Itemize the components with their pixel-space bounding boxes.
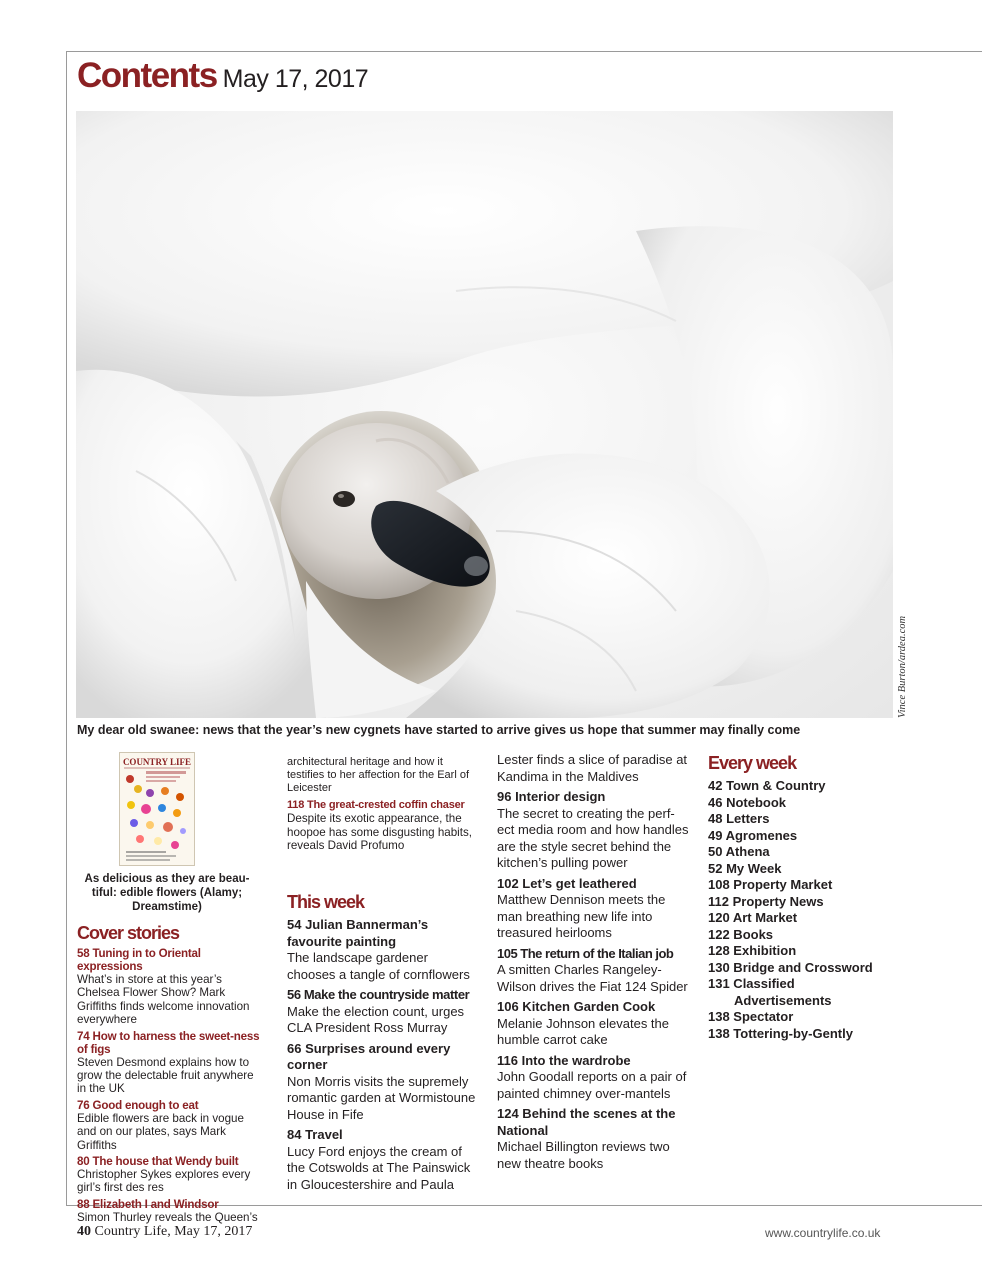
this-week-heading: This week	[287, 892, 365, 912]
list-item[interactable]	[497, 789, 692, 872]
footer-folio	[77, 1224, 252, 1240]
item-title: 106 Kitchen Garden Cook	[497, 999, 656, 1014]
list-item[interactable]	[77, 1198, 262, 1224]
this-week-column	[287, 891, 479, 1193]
item-description: Despite its exotic appearance, the hoopoe has some disgusting habits, reveals David Profumo	[287, 812, 472, 852]
list-item[interactable]	[287, 917, 479, 983]
list-item[interactable]	[77, 1155, 262, 1195]
list-item[interactable]	[77, 1099, 262, 1152]
item-description: Make the election count, urges CLA President Ross Murray	[287, 1003, 465, 1035]
list-item[interactable]	[287, 1041, 479, 1124]
list-item[interactable]	[497, 876, 692, 942]
list-item[interactable]	[77, 947, 262, 1027]
every-week-item[interactable]: 46 Notebook	[708, 794, 787, 810]
item-title: 88 Elizabeth I and Windsor	[77, 1197, 219, 1211]
continuation-text: architectural heritage and how it testifies to her affection for the Earl of Leicester	[287, 756, 470, 794]
item-title: 124 Behind the scenes at the National	[497, 1106, 676, 1138]
item-description: Edible flowers are back in vogue and on our plates, says Mark Griffiths	[77, 1111, 244, 1152]
issue-date: May 17, 2017	[222, 65, 369, 93]
item-description: Michael Billington reviews two new theatre books	[497, 1139, 670, 1171]
page-title	[77, 56, 368, 96]
cover-caption: As delicious as they are beau-tiful: edible flowers (Alamy; Dreamstime)	[84, 873, 250, 913]
cover-stories-column	[77, 922, 262, 1224]
list-item[interactable]	[287, 799, 479, 852]
photo-caption: My dear old swanee: news that the year’s new cygnets have started to arrive gives us hope that summer may finally come	[77, 723, 801, 737]
list-item[interactable]	[77, 1030, 262, 1096]
column3	[497, 752, 692, 1172]
every-week-item[interactable]: 42 Town & Country	[708, 778, 826, 793]
cover-stories-heading: Cover stories	[77, 923, 180, 943]
list-item[interactable]	[287, 987, 479, 1037]
item-description: Christopher Sykes explores every girl’s first des res	[77, 1168, 251, 1195]
item-title: 105 The return of the Italian job	[497, 945, 674, 961]
frame-left-rule	[66, 51, 67, 1205]
magazine-cover-thumbnail	[119, 752, 195, 866]
item-description: Matthew Dennison meets the man breathing new life into treasured heirlooms	[497, 892, 666, 940]
item-title: 74 How to harness the sweet-ness of figs	[77, 1029, 260, 1056]
item-title: 80 The house that Wendy built	[77, 1155, 239, 1169]
item-description: The landscape gardener chooses a tangle of cornflowers	[287, 950, 470, 982]
cover-masthead: COUNTRY LIFE	[122, 757, 192, 767]
list-item[interactable]	[497, 1053, 692, 1103]
publication-line: Country Life, May 17, 2017	[94, 1224, 253, 1239]
contents-heading: Contents	[77, 56, 217, 95]
every-week-item[interactable]: 52 My Week	[708, 860, 782, 876]
item-title: 66 Surprises around every corner	[287, 1040, 451, 1072]
item-description: The secret to creating the perf-ect media room and how handles are the style secret behind the kitchen’s pulling power	[497, 805, 689, 870]
item-title: 118 The great-crested coffin chaser	[287, 799, 465, 812]
every-week-item[interactable]: 128 Exhibition	[708, 943, 797, 958]
every-week-item[interactable]: 131 Classified Advertisements	[708, 976, 832, 1008]
footer-url[interactable]: www.countrylife.co.uk	[765, 1226, 881, 1240]
every-week-heading: Every week	[708, 753, 797, 773]
every-week-item[interactable]: 49 Agromenes	[708, 827, 798, 843]
item-description: What’s in store at this year’s Chelsea Flower Show? Mark Griffiths finds welcome innovation everywhere	[77, 973, 250, 1027]
item-title: 96 Interior design	[497, 789, 606, 804]
every-week-item[interactable]: 108 Property Market	[708, 877, 833, 892]
item-title: 58 Tuning in to Oriental expressions	[77, 947, 201, 973]
photo-credit: Vince Burton/ardea.com	[897, 615, 908, 718]
list-item[interactable]	[287, 1127, 479, 1193]
item-description: A smitten Charles Rangeley-Wilson drives the Fiat 124 Spider	[497, 962, 688, 994]
every-week-item[interactable]: 48 Letters	[708, 811, 770, 826]
item-description: Steven Desmond explains how to grow the delectable fruit anywhere in the UK	[77, 1055, 254, 1096]
item-description: Non Morris visits the supremely romantic garden at Wormistoune House in Fife	[287, 1073, 476, 1122]
list-item[interactable]	[497, 946, 692, 996]
every-week-item[interactable]: 130 Bridge and Crossword	[708, 959, 873, 975]
item-title: 76 Good enough to eat	[77, 1098, 199, 1112]
item-description: John Goodall reports on a pair of painted chimney over-mantels	[497, 1069, 687, 1101]
item-title: 116 Into the wardrobe	[497, 1052, 631, 1068]
every-week-item[interactable]: 122 Books	[708, 926, 774, 942]
list-item[interactable]	[497, 1106, 692, 1172]
every-week-item[interactable]: 138 Tottering-by-Gently	[708, 1025, 853, 1041]
page-number: 40	[77, 1224, 91, 1239]
item-description: Simon Thurley reveals the Queen’s	[77, 1210, 258, 1224]
column2-continuation	[287, 756, 479, 852]
every-week-item[interactable]: 50 Athena	[708, 844, 770, 859]
cover-illustration	[120, 753, 194, 865]
frame-top-rule	[66, 51, 982, 52]
item-title: 56 Make the countryside matter	[287, 987, 470, 1002]
item-description: Melanie Johnson elevates the humble carrot cake	[497, 1015, 670, 1047]
item-title: 102 Let’s get leathered	[497, 875, 637, 891]
item-title: 84 Travel	[287, 1127, 343, 1142]
item-description: Lucy Ford enjoys the cream of the Cotswolds at The Painswick in Gloucestershire and Paula	[287, 1143, 471, 1192]
item-title: 54 Julian Bannerman’s favourite painting	[287, 917, 429, 949]
list-item[interactable]	[497, 999, 692, 1049]
every-week-column	[708, 752, 908, 1042]
every-week-item[interactable]: 138 Spectator	[708, 1009, 794, 1024]
cygnet-photo	[76, 111, 893, 718]
every-week-item[interactable]: 120 Art Market	[708, 910, 798, 925]
cygnet-illustration	[76, 111, 893, 718]
continuation-text: Lester finds a slice of paradise at Kandima in the Maldives	[497, 752, 688, 784]
every-week-item[interactable]: 112 Property News	[708, 893, 824, 909]
